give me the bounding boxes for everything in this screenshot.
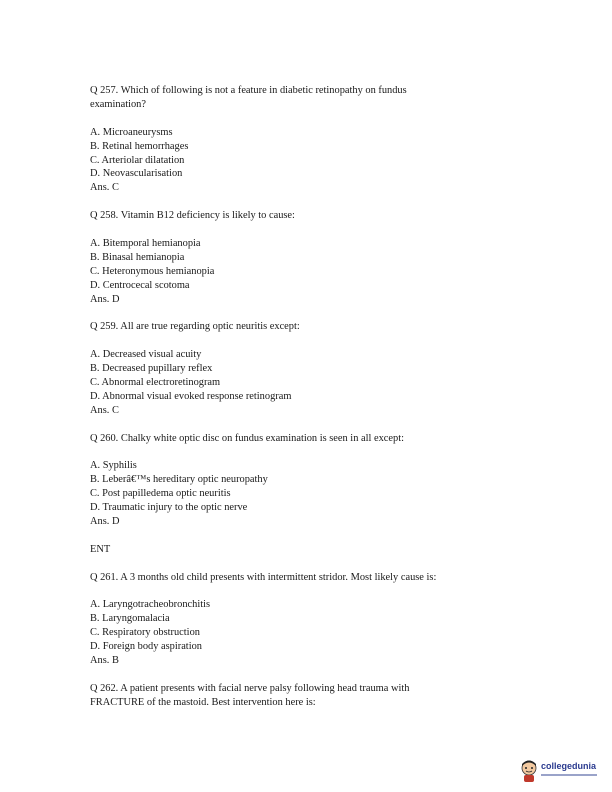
option: B. Binasal hemianopia — [90, 251, 185, 263]
question-stem-line: Q 262. A patient presents with facial nerve palsy following head trauma with — [90, 682, 410, 694]
answer: Ans. D — [90, 515, 120, 527]
question-stem-line: FRACTURE of the mastoid. Best intervention here is: — [90, 696, 316, 708]
question-stem-line: Q 260. Chalky white optic disc on fundus examination is seen in all except: — [90, 432, 404, 444]
section-heading: ENT — [90, 543, 111, 555]
logo-tagline-bar — [541, 774, 597, 776]
mascot-icon — [519, 759, 539, 783]
answer: Ans. C — [90, 404, 119, 416]
option: A. Laryngotracheobronchitis — [90, 599, 211, 611]
question-261 — [90, 571, 560, 668]
question-stem-line: Q 261. A 3 months old child presents with intermittent stridor. Most likely cause is: — [90, 571, 437, 583]
option: B. Retinal hemorrhages — [90, 140, 189, 152]
option: D. Abnormal visual evoked response retinogram — [90, 390, 292, 402]
option: D. Foreign body aspiration — [90, 641, 202, 653]
question-stem-line: Q 258. Vitamin B12 deficiency is likely to cause: — [90, 210, 295, 222]
question-259 — [90, 320, 560, 417]
question-stem-line: Q 257. Which of following is not a feature in diabetic retinopathy on fundus — [90, 85, 407, 96]
option: C. Post papilledema optic neuritis — [90, 488, 231, 500]
answer: Ans. C — [90, 182, 119, 194]
answer: Ans. B — [90, 655, 119, 666]
option: A. Syphilis — [90, 460, 137, 472]
document-page — [90, 84, 560, 710]
option: B. Leberâ€™s hereditary optic neuropathy — [90, 474, 268, 486]
option: A. Microaneurysms — [90, 126, 173, 138]
option: D. Centrocecal scotoma — [90, 279, 190, 291]
question-260 — [90, 432, 560, 529]
collegedunia-logo — [519, 757, 599, 785]
answer: Ans. D — [90, 293, 120, 305]
option: D. Neovascularisation — [90, 168, 183, 180]
question-stem-line: examination? — [90, 98, 146, 110]
question-257 — [90, 84, 560, 195]
question-258 — [90, 209, 560, 306]
logo-wordmark: collegedunia — [541, 761, 597, 771]
option: C. Respiratory obstruction — [90, 627, 200, 639]
option: A. Bitemporal hemianopia — [90, 237, 201, 249]
option: B. Laryngomalacia — [90, 613, 170, 625]
option: B. Decreased pupillary reflex — [90, 363, 213, 375]
option: C. Heteronymous hemianopia — [90, 265, 215, 277]
option: C. Abnormal electroretinogram — [90, 376, 221, 388]
option: C. Arteriolar dilatation — [90, 154, 185, 166]
option: A. Decreased visual acuity — [90, 349, 202, 361]
question-262 — [90, 682, 560, 710]
option: D. Traumatic injury to the optic nerve — [90, 502, 248, 514]
question-stem-line: Q 259. All are true regarding optic neuritis except: — [90, 321, 300, 333]
